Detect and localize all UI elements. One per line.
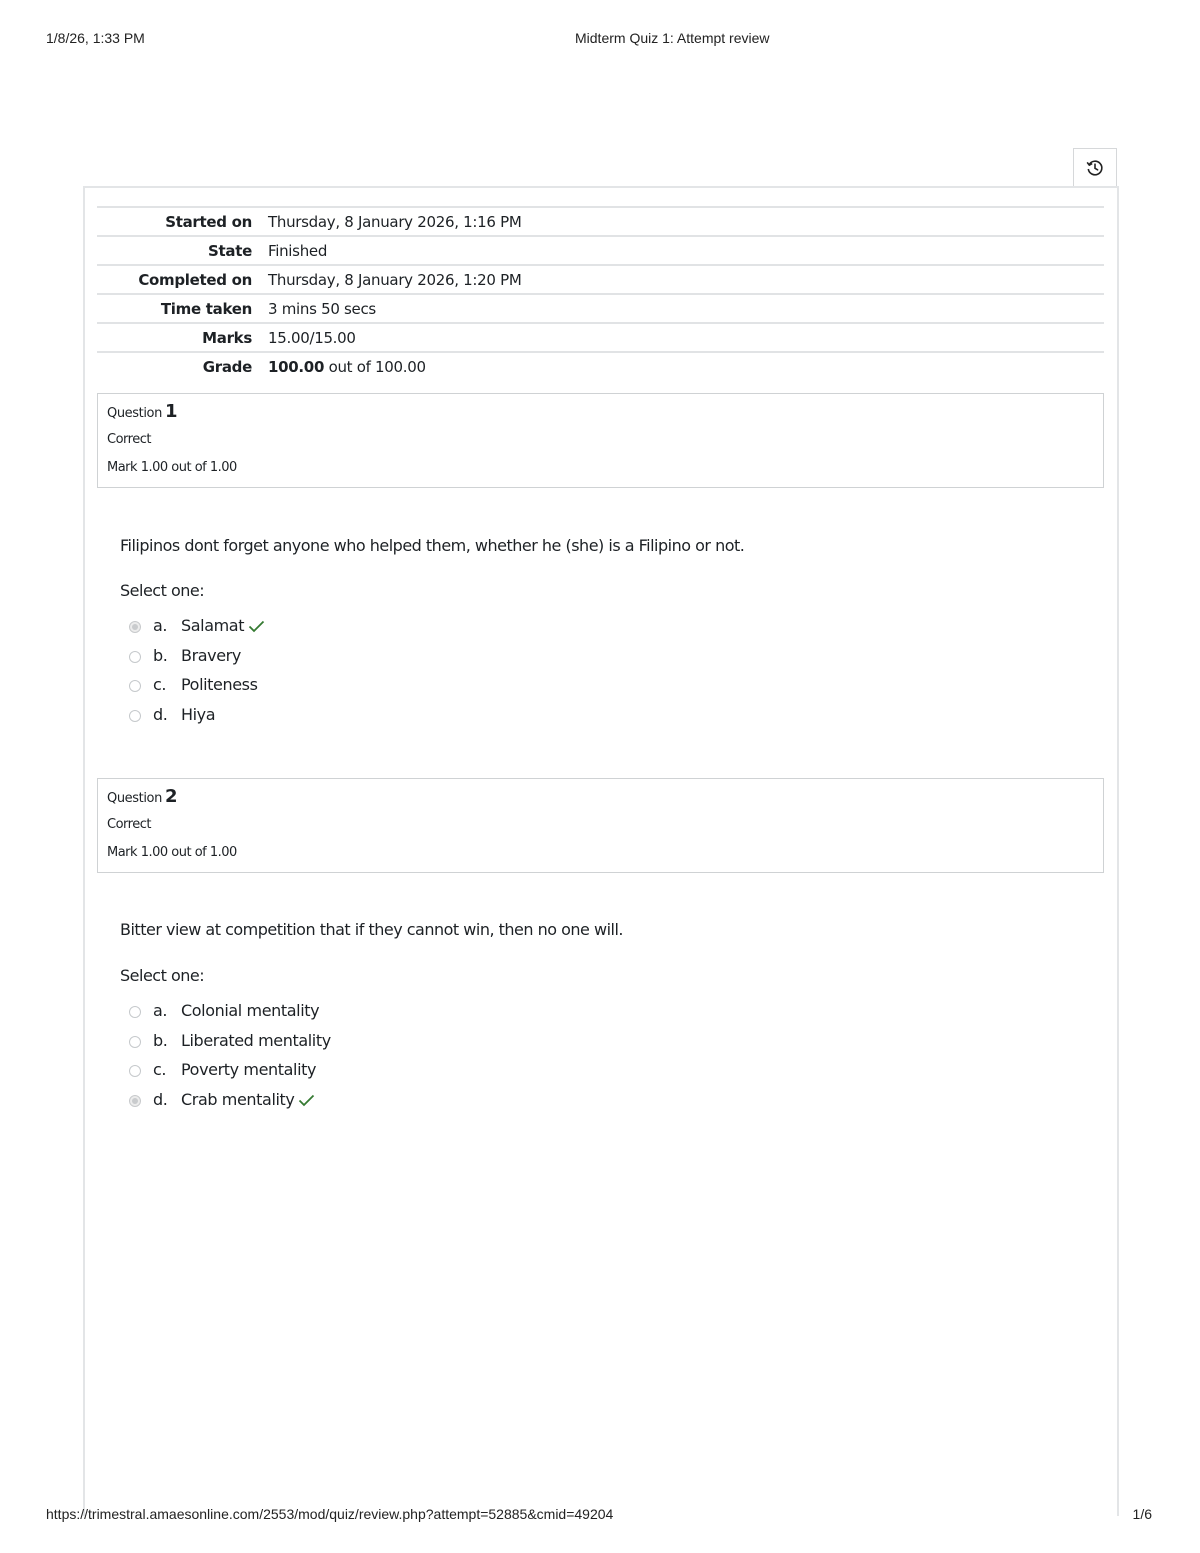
- option-label: Politeness: [181, 675, 258, 694]
- check-icon: [298, 1094, 315, 1107]
- question-mark: Mark 1.00 out of 1.00: [107, 460, 237, 475]
- question-text-2: Bitter view at competition that if they cannot win, then no one will.: [120, 920, 623, 939]
- option-label-wrapper: [181, 616, 265, 635]
- print-page-number: 1/6: [1132, 1506, 1152, 1522]
- select-prompt-2: Select one:: [120, 966, 205, 985]
- option-label-wrapper: [181, 1090, 315, 1109]
- option-letter: b.: [153, 645, 168, 665]
- started-on-value: Thursday, 8 January 2026, 1:16 PM: [268, 213, 522, 231]
- state-value: Finished: [268, 242, 328, 260]
- option-letter: d.: [153, 1089, 168, 1109]
- radio-button-checked[interactable]: [129, 621, 141, 633]
- question-number: [107, 401, 177, 422]
- radio-button[interactable]: [129, 680, 141, 692]
- radio-button-checked[interactable]: [129, 1095, 141, 1107]
- print-url: https://trimestral.amaesonline.com/2553/mod/quiz/review.php?attempt=52885&cmid=49204: [46, 1506, 614, 1522]
- radio-button[interactable]: [129, 1065, 141, 1077]
- question-number: [107, 786, 177, 807]
- question-number-value: 2: [164, 786, 178, 807]
- summary-row-started: [97, 207, 1104, 236]
- grade-suffix: out of 100.00: [328, 358, 426, 376]
- option-letter: a.: [153, 616, 168, 635]
- grade-label: Grade: [202, 358, 252, 376]
- option-letter: d.: [153, 704, 168, 724]
- option-label: Poverty mentality: [181, 1060, 317, 1079]
- option-letter: c.: [153, 675, 167, 694]
- history-button[interactable]: [1073, 148, 1117, 186]
- print-footer: [0, 1506, 1200, 1526]
- print-page-title: Midterm Quiz 1: Attempt review: [575, 30, 770, 46]
- option-label: Salamat: [181, 616, 245, 635]
- marks-value: 15.00/15.00: [268, 329, 356, 347]
- summary-row-completed: [97, 265, 1104, 294]
- started-on-label: Started on: [165, 213, 252, 231]
- completed-on-value: Thursday, 8 January 2026, 1:20 PM: [268, 271, 522, 289]
- check-icon: [248, 620, 265, 633]
- option-label: Hiya: [181, 704, 216, 724]
- option-letter: c.: [153, 1060, 167, 1079]
- radio-button[interactable]: [129, 710, 141, 722]
- print-datetime: 1/8/26, 1:33 PM: [46, 30, 145, 46]
- question-info-1: [97, 393, 1104, 488]
- completed-on-label: Completed on: [138, 271, 252, 289]
- marks-label: Marks: [202, 329, 252, 347]
- history-icon: [1086, 159, 1104, 177]
- state-label: State: [208, 242, 252, 260]
- summary-row-marks: [97, 323, 1104, 352]
- option-letter: a.: [153, 1001, 168, 1020]
- time-taken-label: Time taken: [160, 300, 252, 318]
- question-mark: Mark 1.00 out of 1.00: [107, 845, 237, 860]
- question-text-1: Filipinos dont forget anyone who helped them, whether he (she) is a Filipino or not.: [120, 536, 745, 555]
- option-label: Colonial mentality: [181, 1001, 320, 1020]
- attempt-summary-table: [97, 206, 1104, 380]
- radio-button[interactable]: [129, 1006, 141, 1018]
- question-label: Question: [107, 406, 162, 421]
- option-letter: b.: [153, 1030, 168, 1050]
- radio-button[interactable]: [129, 1036, 141, 1048]
- question-info-2: [97, 778, 1104, 873]
- select-prompt-1: Select one:: [120, 581, 205, 600]
- summary-row-state: [97, 236, 1104, 265]
- grade-value: 100.00: [268, 358, 325, 376]
- summary-row-time: [97, 294, 1104, 323]
- time-taken-value: 3 mins 50 secs: [268, 300, 376, 318]
- option-label: Bravery: [181, 645, 241, 665]
- option-label: Crab mentality: [181, 1089, 295, 1109]
- question-state: Correct: [107, 817, 151, 832]
- grade-value-cell: [268, 352, 1104, 380]
- question-label: Question: [107, 791, 162, 806]
- radio-button[interactable]: [129, 651, 141, 663]
- print-header: [0, 30, 1200, 50]
- question-state: Correct: [107, 432, 151, 447]
- question-number-value: 1: [164, 401, 178, 422]
- summary-row-grade: [97, 352, 1104, 380]
- option-label: Liberated mentality: [181, 1030, 331, 1050]
